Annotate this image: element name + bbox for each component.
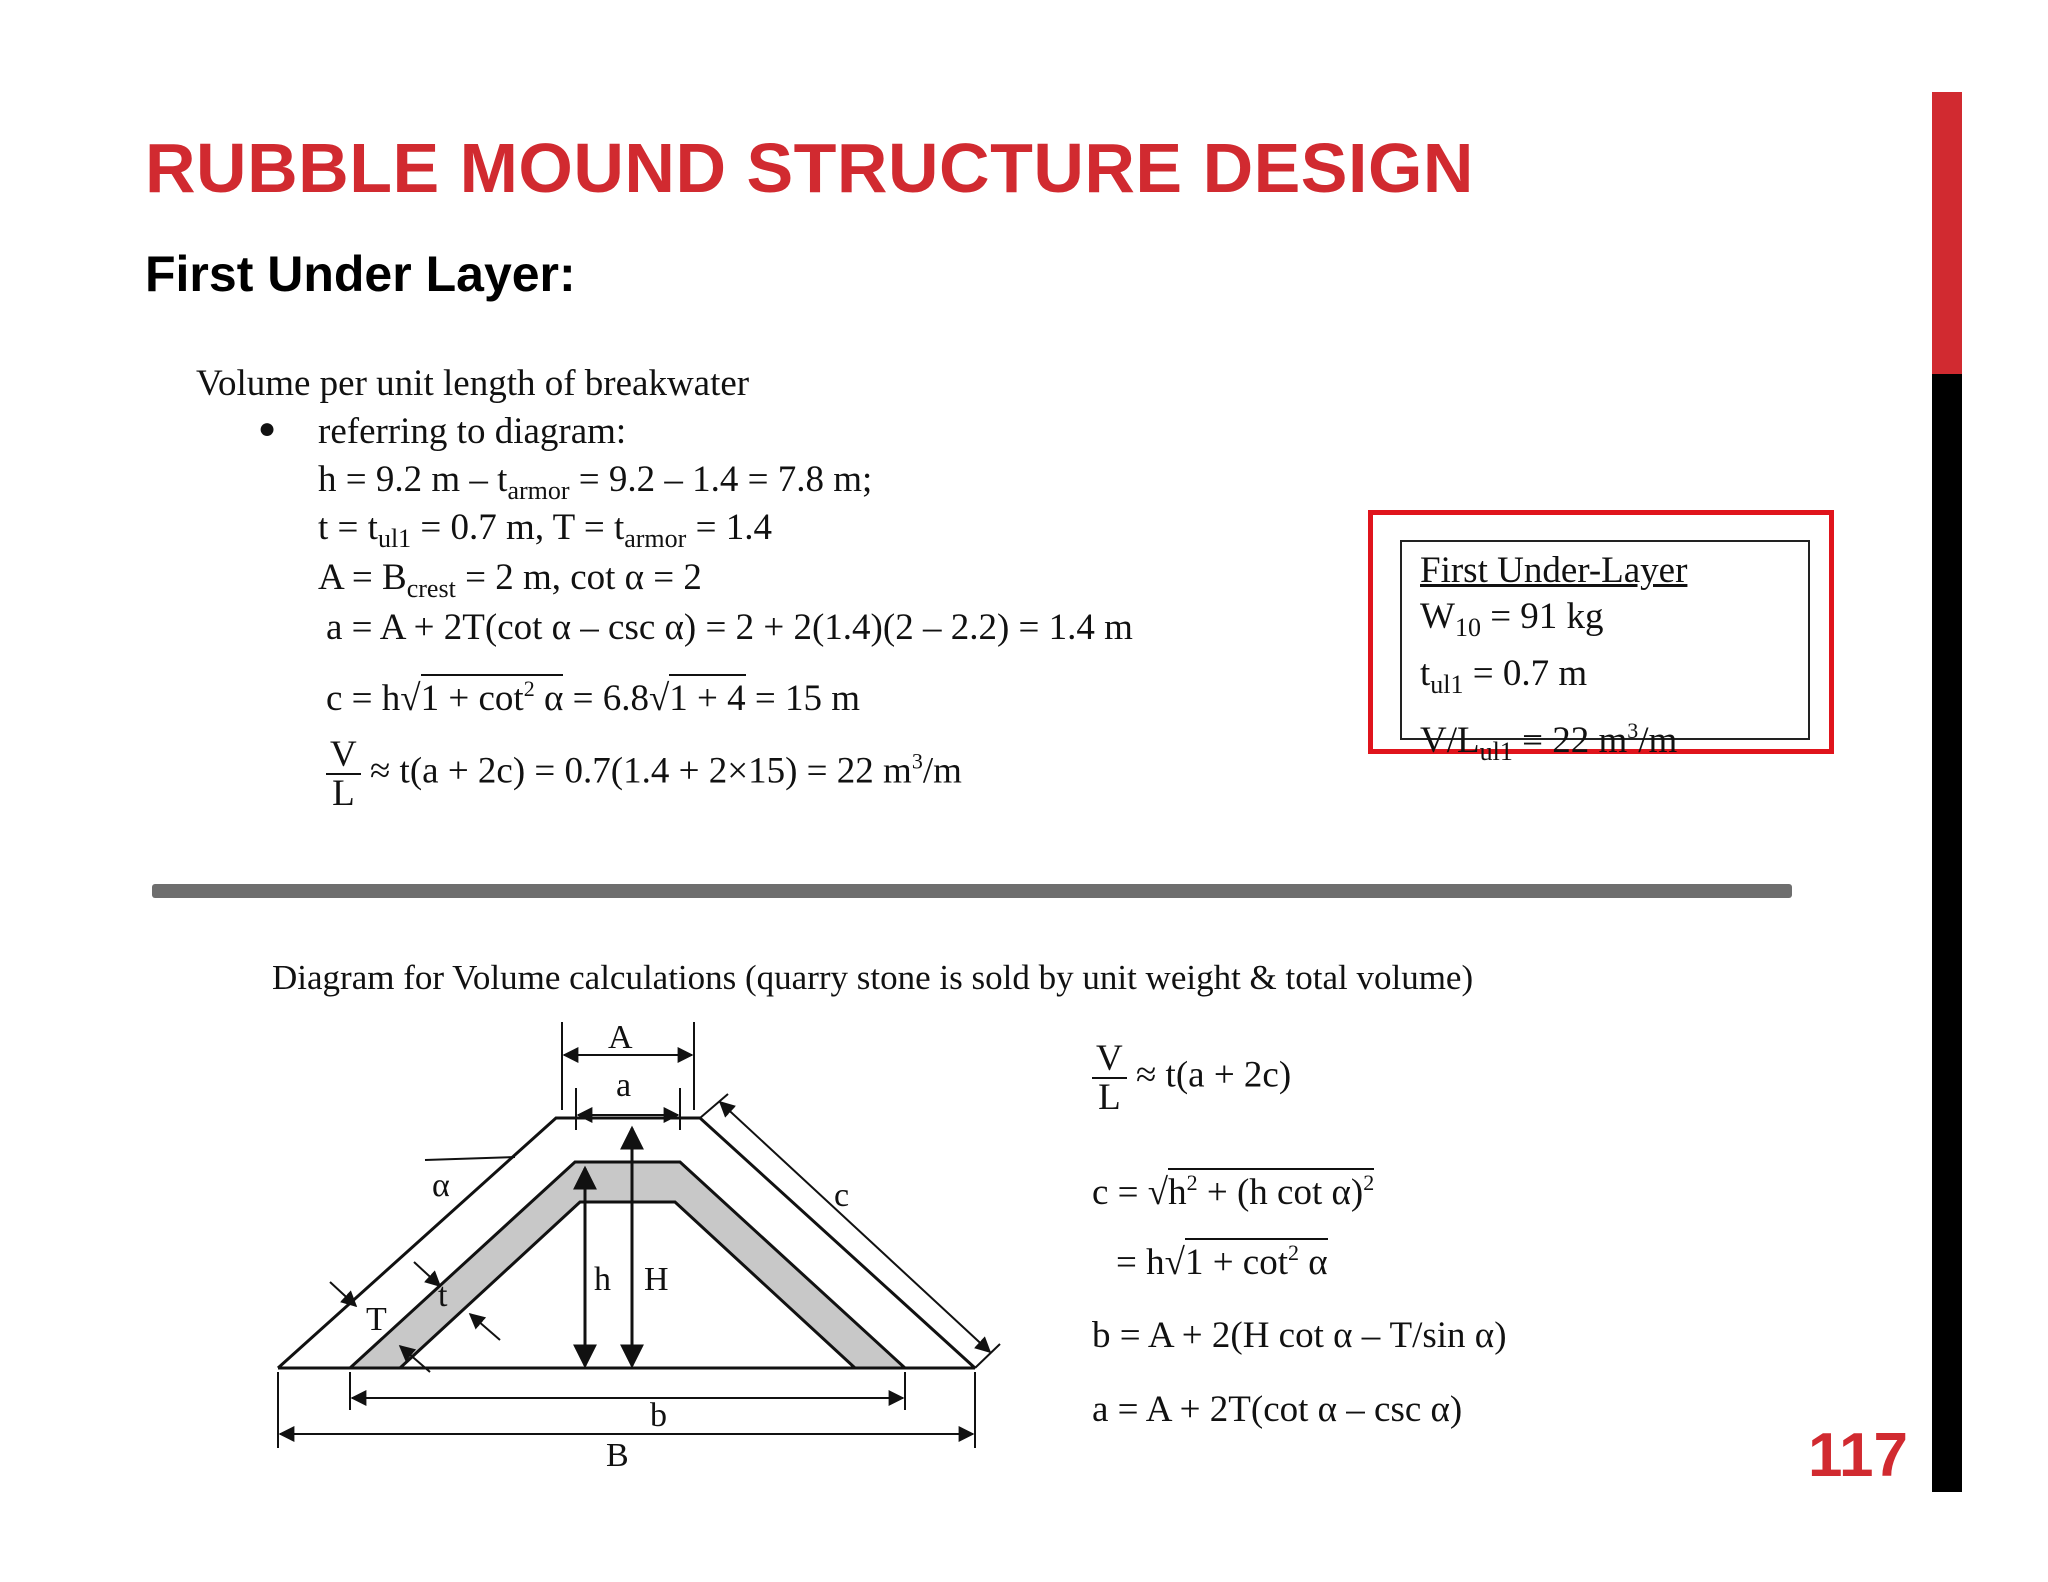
breakwater-diagram bbox=[260, 1010, 1020, 1470]
page-number: 117 bbox=[1808, 1421, 1909, 1490]
result-vl: $V/L_{ul1} = 22$ $m^3/m$ bbox=[1420, 718, 1678, 766]
formula-c: $c = √h^2 + (h$ cot α)$^2$ bbox=[1092, 1170, 1375, 1213]
label-H: H bbox=[644, 1261, 669, 1298]
calc-line-A: $A = B_{crest} = 2$ m, cot α = 2 bbox=[318, 557, 702, 603]
label-B: B bbox=[606, 1437, 629, 1470]
accent-bar-red bbox=[1932, 92, 1962, 374]
alpha-ref-line bbox=[425, 1157, 515, 1160]
result-title: First Under-Layer bbox=[1420, 550, 1688, 591]
calc-line-t: $t = t_{ul1} = 0.7$ m, $T = t_{armor} = 1.4$ bbox=[318, 507, 772, 553]
calc-line-a: a = A + 2T(cot α – csc α) = 2 + 2(1.4)(2 – 2.2) = 1.4 m bbox=[326, 607, 1133, 648]
label-c: c bbox=[834, 1177, 850, 1214]
calc-heading: Volume per unit length of breakwater bbox=[196, 363, 750, 404]
result-w10: $W_{10} = 91$ kg bbox=[1420, 596, 1604, 642]
bullet-icon: ● bbox=[258, 412, 277, 445]
section-divider bbox=[152, 884, 1792, 898]
formula-c2: = $h√1 + \cot^2 \alpha$ bbox=[1116, 1240, 1328, 1283]
formula-b: b = A + 2(H cot α – T/sin α) bbox=[1092, 1315, 1507, 1356]
calc-line-v: $\frac{V}{L}$ ≈ t(a + 2c) = 0.7(1.4 + 2×15) = 22 $m^3/m$ bbox=[326, 736, 962, 812]
calc-bullet: referring to diagram: bbox=[318, 411, 627, 452]
calc-line-h: h = 9.2 $m - t_{armor} = 9.2 - 1.4 = 7.8$ m; bbox=[318, 459, 873, 505]
dim-t-arrow-1 bbox=[414, 1262, 440, 1286]
formula-v: $\frac{V}{L}$ ≈ t(a + 2c) bbox=[1092, 1040, 1291, 1116]
formula-a: a = A + 2T(cot α – csc α) bbox=[1092, 1389, 1463, 1430]
dim-T-arrow-1 bbox=[330, 1282, 356, 1306]
slide-subtitle: First Under Layer: bbox=[145, 246, 576, 302]
dim-t-arrow-2 bbox=[470, 1314, 500, 1340]
result-box bbox=[1400, 540, 1810, 766]
label-t: t bbox=[438, 1277, 448, 1314]
slide-title: RUBBLE MOUND STRUCTURE DESIGN bbox=[145, 129, 1474, 207]
result-tul1: $t_{ul1} = 0.7$ m bbox=[1420, 653, 1588, 699]
label-a: a bbox=[616, 1067, 632, 1104]
diagram-caption: Diagram for Volume calculations (quarry stone is sold by unit weight & total volume) bbox=[272, 958, 1474, 997]
label-alpha: α bbox=[432, 1167, 450, 1204]
dim-c-arrow bbox=[720, 1102, 990, 1352]
label-A: A bbox=[608, 1019, 633, 1056]
label-T: T bbox=[366, 1301, 387, 1338]
calc-line-c: $c = h√1 + \cot^2 \alpha = 6.8√1 + 4 = 15$ m bbox=[326, 676, 861, 719]
label-h: h bbox=[594, 1261, 611, 1298]
accent-bar-black bbox=[1932, 374, 1962, 1492]
label-b: b bbox=[650, 1397, 667, 1434]
